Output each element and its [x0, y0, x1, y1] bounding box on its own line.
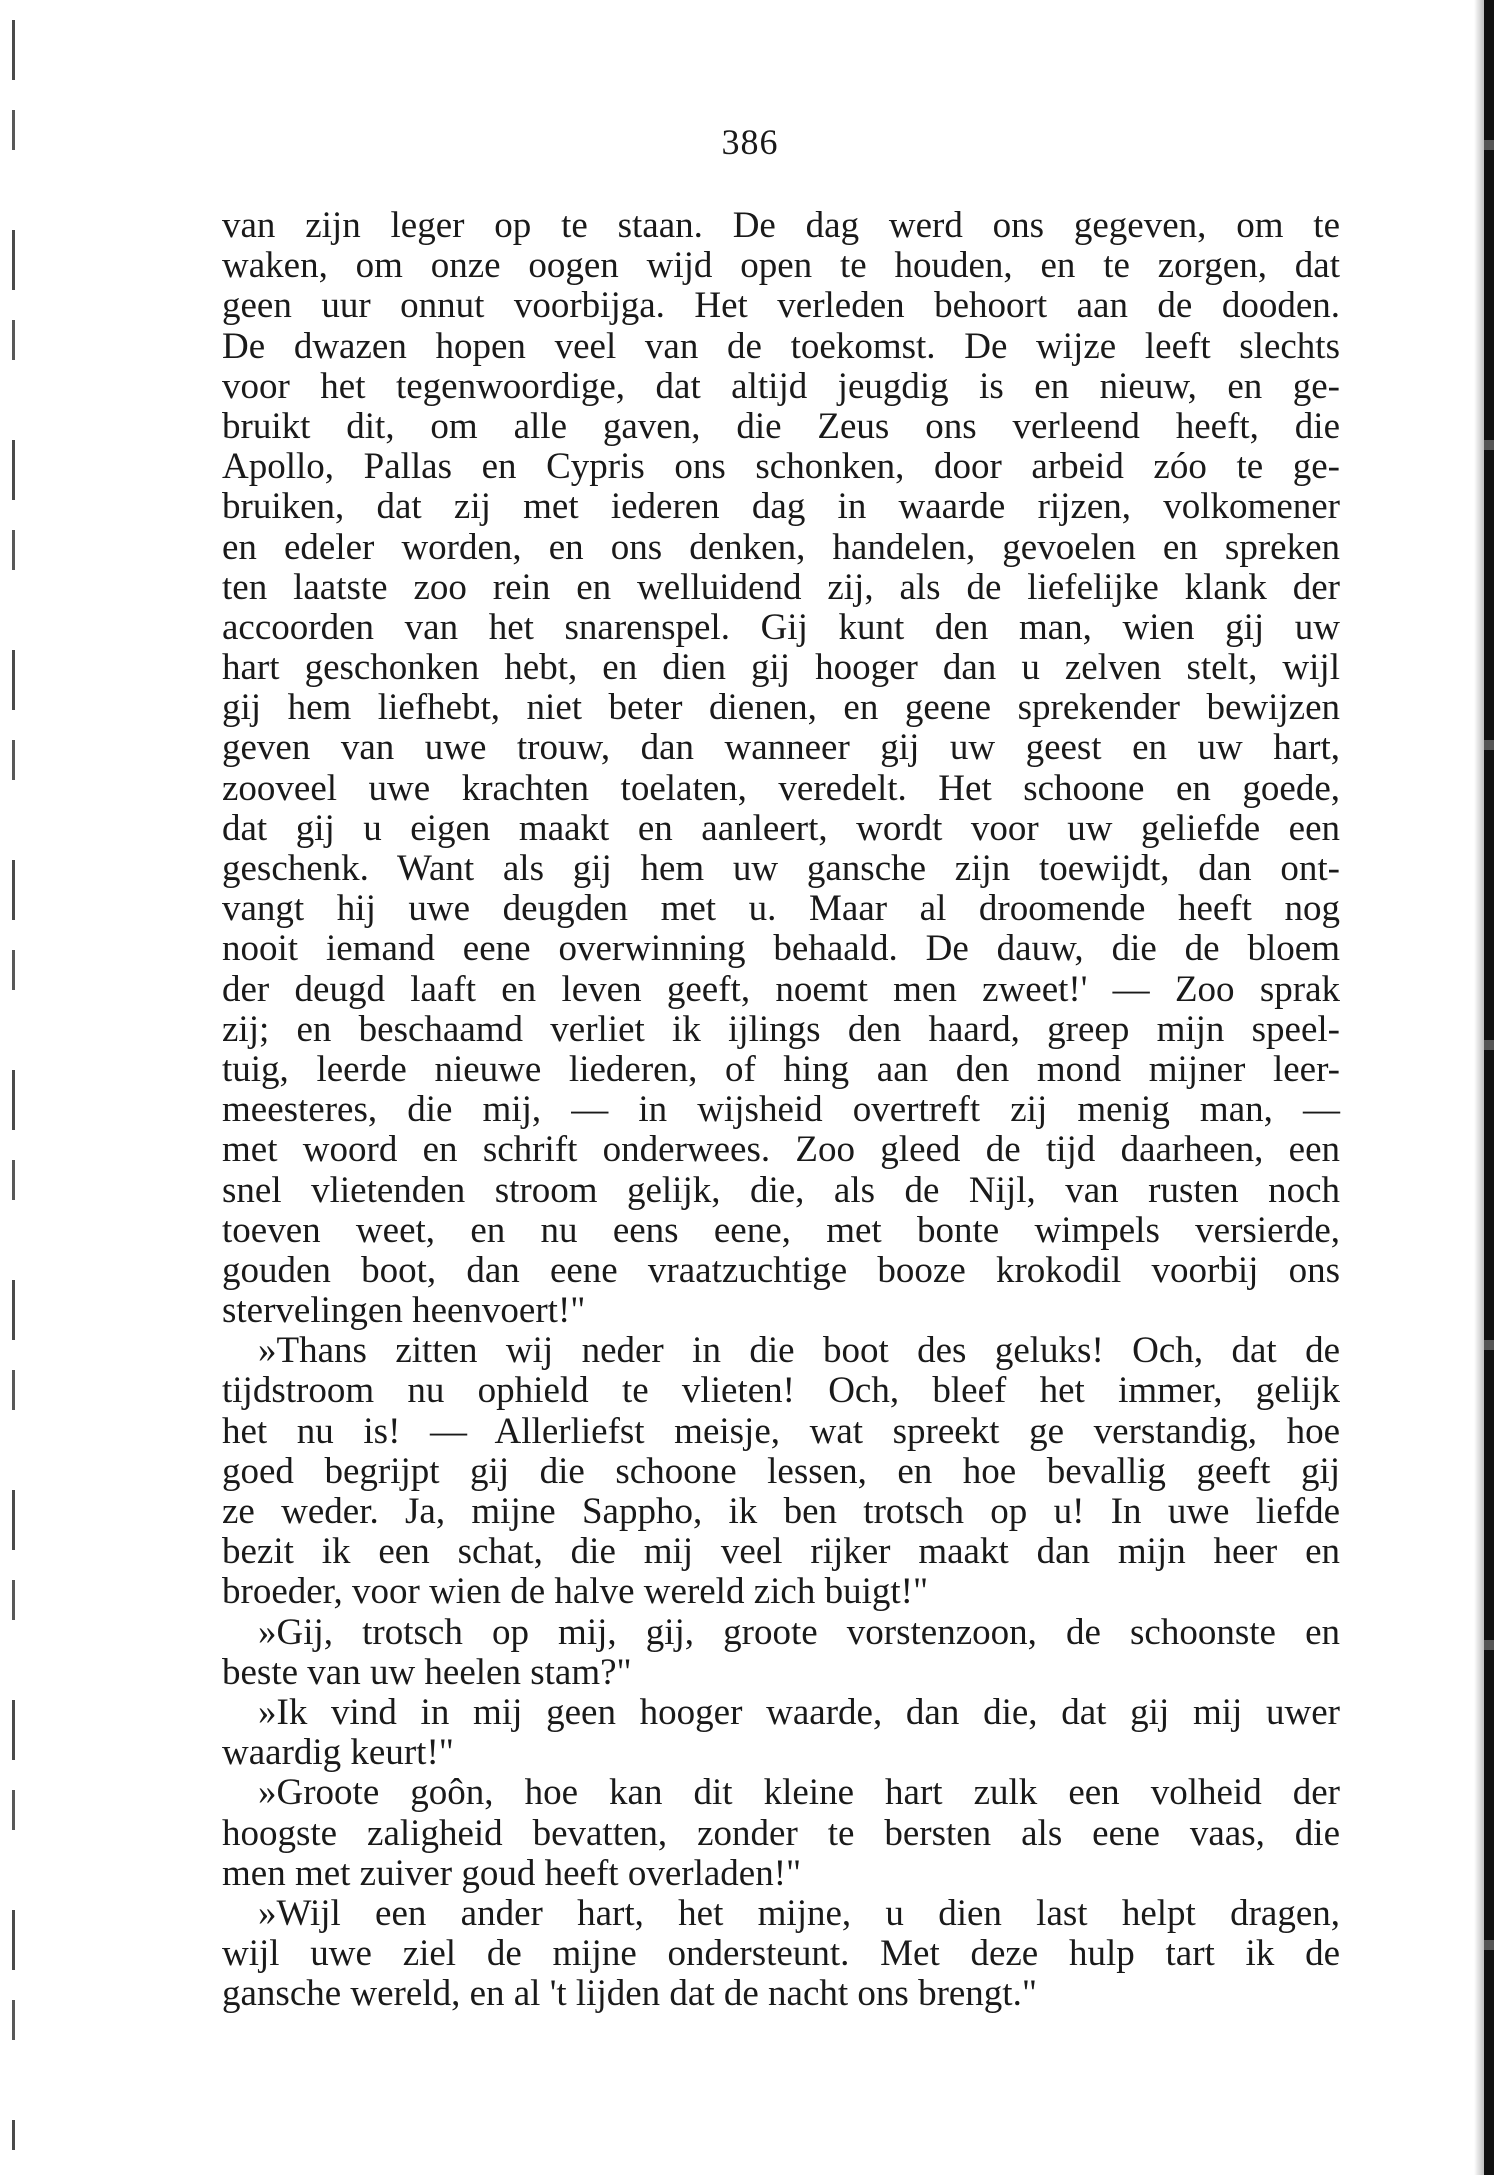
- text-line: hart geschonken hebt, en dien gij hooger dan u zelven stelt, wijl: [222, 647, 1340, 689]
- text-line: stervelingen heenvoert!": [222, 1290, 586, 1332]
- text-line: gij hem liefhebt, niet beter dienen, en geene sprekender bewijzen: [222, 687, 1340, 729]
- text-line: »Thans zitten wij neder in die boot des geluks! Och, dat de: [258, 1330, 1340, 1372]
- text-line: vangt hij uwe deugden met u. Maar al droomende heeft nog: [222, 888, 1340, 930]
- text-line: Apollo, Pallas en Cypris ons schonken, door arbeid zóo te ge-: [222, 446, 1340, 488]
- text-line: der deugd laaft en leven geeft, noemt men zweet!' — Zoo sprak: [222, 968, 1340, 1010]
- text-line: gouden boot, dan eene vraatzuchtige booze krokodil voorbij ons: [222, 1249, 1340, 1291]
- text-line: ze weder. Ja, mijne Sappho, ik ben trotsch op u! In uwe liefde: [222, 1491, 1340, 1532]
- text-line: geven van uwe trouw, dan wanneer gij uw geest en uw hart,: [222, 727, 1340, 769]
- text-line: snel vlietenden stroom gelijk, die, als de Nijl, van rusten noch: [222, 1169, 1340, 1211]
- text-line: beste van uw heelen stam?": [222, 1651, 632, 1693]
- text-line: bezit ik een schat, die mij veel rijker maakt dan mijn heer en: [222, 1531, 1340, 1573]
- text-line: accoorden van het snarenspel. Gij kunt den man, wien gij uw: [222, 606, 1340, 648]
- text-line: »Gij, trotsch op mij, gij, groote vorstenzoon, de schoonste en: [258, 1611, 1340, 1653]
- text-line: waken, om onze oogen wijd open te houden, en te zorgen, dat: [222, 245, 1340, 287]
- text-line: zij; en beschaamd verliet ik ijlings den haard, greep mijn speel-: [222, 1008, 1340, 1050]
- text-line: men met zuiver goud heeft overladen!": [222, 1852, 802, 1894]
- text-line: bruikt dit, om alle gaven, die Zeus ons verleend heeft, die: [222, 405, 1340, 447]
- text-line: gansche wereld, en al 't lijden dat de nacht ons brengt.": [222, 1973, 1037, 2015]
- text-line: waardig keurt!": [222, 1732, 454, 1774]
- text-line: broeder, voor wien de halve wereld zich buigt!": [222, 1571, 929, 1613]
- text-line: »Wijl een ander hart, het mijne, u dien last helpt dragen,: [258, 1892, 1340, 1934]
- text-line: ten laatste zoo rein en welluidend zij, als de liefelijke klank der: [222, 566, 1340, 608]
- text-line: voor het tegenwoordige, dat altijd jeugdig is en nieuw, en ge-: [222, 365, 1340, 407]
- page-number: 386: [721, 122, 779, 162]
- text-line: het nu is! — Allerliefst meisje, wat spreekt ge verstandig, hoe: [222, 1410, 1340, 1452]
- text-line: dat gij u eigen maakt en aanleert, wordt voor uw geliefde een: [222, 807, 1340, 849]
- text-line: geen uur onnut voorbijga. Het verleden behoort aan de dooden.: [222, 285, 1340, 327]
- text-line: meesteres, die mij, — in wijsheid overtreft zij menig man, —: [222, 1089, 1340, 1131]
- text-line: bruiken, dat zij met iederen dag in waarde rijzen, volkomener: [222, 486, 1340, 528]
- text-line: hoogste zaligheid bevatten, zonder te bersten als eene vaas, die: [222, 1812, 1340, 1854]
- text-line: zooveel uwe krachten toelaten, veredelt. Het schoone en goede,: [222, 767, 1340, 809]
- scan-edge-right: [1484, 0, 1494, 2175]
- text-line: met woord en schrift onderwees. Zoo gleed de tijd daarheen, een: [222, 1129, 1340, 1171]
- scan-edge-shadow: [1474, 0, 1484, 2175]
- body-text: [222, 206, 1340, 2014]
- text-line: en edeler worden, en ons denken, handelen, gevoelen en spreken: [222, 526, 1340, 568]
- text-line: geschenk. Want als gij hem uw gansche zijn toewijdt, dan ont-: [222, 848, 1340, 889]
- text-line: nooit iemand eene overwinning behaald. De dauw, die de bloem: [222, 928, 1340, 970]
- text-line: toeven weet, en nu eens eene, met bonte wimpels versierde,: [222, 1209, 1340, 1251]
- text-line: wijl uwe ziel de mijne ondersteunt. Met deze hulp tart ik de: [222, 1933, 1340, 1975]
- text-line: tuig, leerde nieuwe liederen, of hing aan den mond mijner leer-: [222, 1048, 1340, 1090]
- text-line: De dwazen hopen veel van de toekomst. De wijze leeft slechts: [222, 325, 1340, 367]
- text-line: van zijn leger op te staan. De dag werd ons gegeven, om te: [222, 205, 1340, 246]
- scan-edge-left: [12, 20, 15, 2150]
- text-line: tijdstroom nu ophield te vlieten! Och, bleef het immer, gelijk: [222, 1370, 1340, 1412]
- text-line: »Ik vind in mij geen hooger waarde, dan die, dat gij mij uwer: [258, 1691, 1340, 1733]
- text-line: »Groote goôn, hoe kan dit kleine hart zulk een volheid der: [258, 1772, 1340, 1814]
- text-line: goed begrijpt gij die schoone lessen, en hoe bevallig geeft gij: [222, 1450, 1340, 1492]
